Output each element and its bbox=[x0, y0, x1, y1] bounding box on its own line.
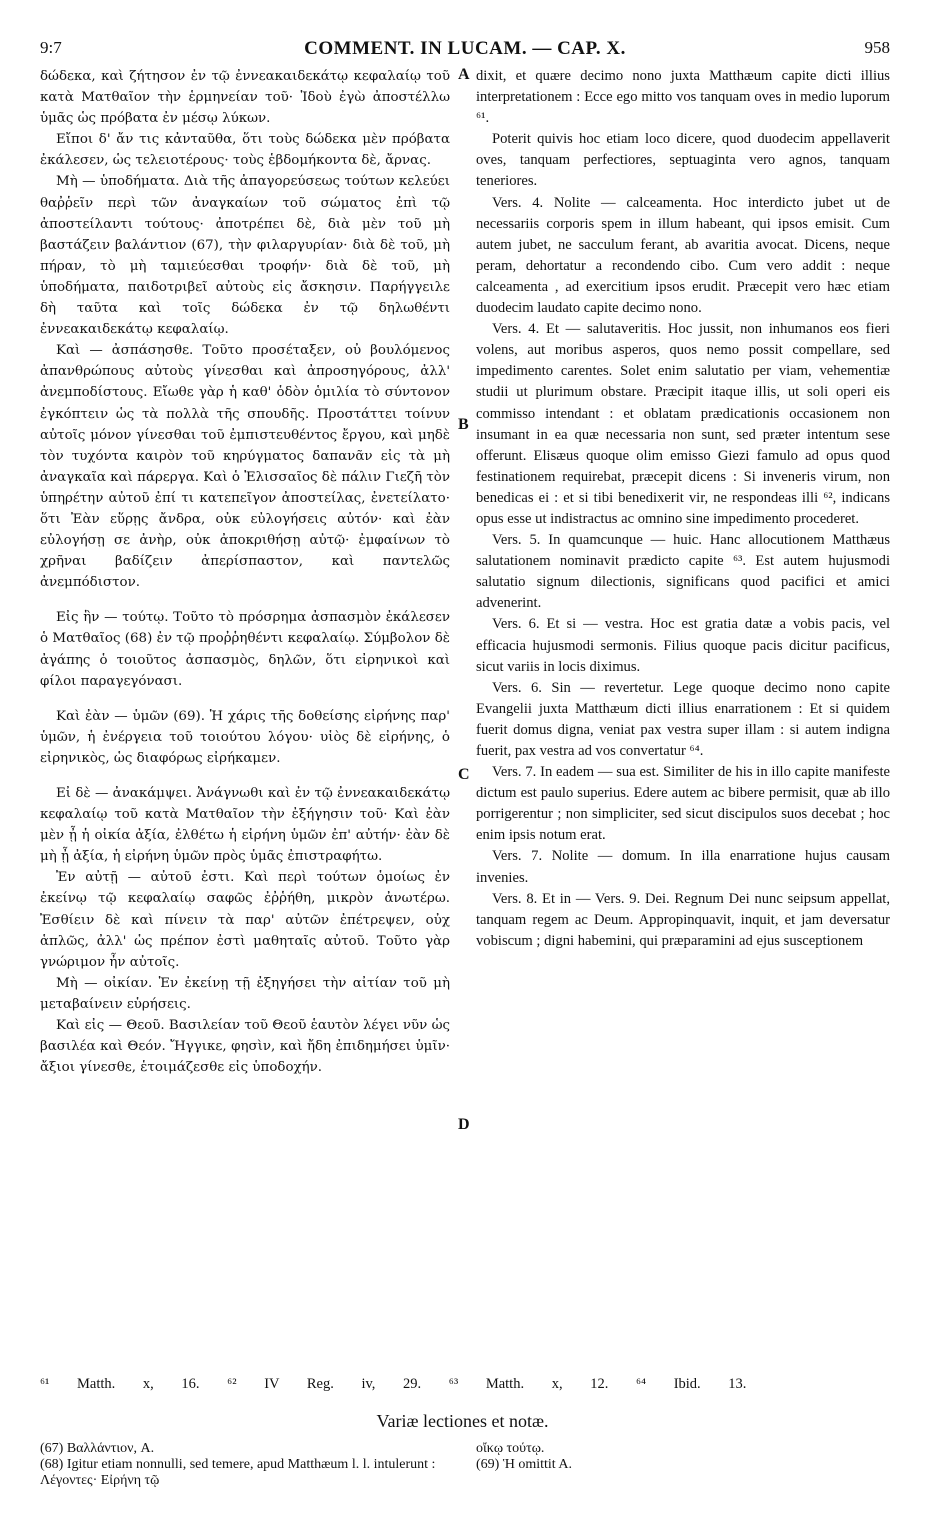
variae-lectiones-heading: Variæ lectiones et notæ. bbox=[376, 1411, 549, 1431]
variant-note: οἴκῳ τούτῳ. bbox=[476, 1441, 545, 1456]
section-marker-c: C bbox=[458, 766, 470, 783]
variant-note: (69) Ἡ omittit A. bbox=[476, 1457, 573, 1472]
greek-paragraph: Καὶ — ἀσπάσησθε. Τοῦτο προσέταξεν, οὐ βουλόμενος ἀπανθρώπους αὐτοὺς γίνεσθαι καὶ ἀπροσηγόρους, ἀλλ' ἀνεμποδίστους. Εἴωθε γὰρ ἡ καθ' ὁδὸν ὁμιλία τὸ σύντονον ἐγκόπτειν ὡς τὰ πολλὰ τῆς σπουδῆς. Προστάττει τοίνυν αὐτοῖς μόνον γίνεσθαι τοῦ ἐμπιστευθέντος ἔργου, καὶ μηδὲ τὸν τυχόντα καιρὸν τοῦ κηρύγματος δαπανᾶν εἰς τὰ μὴ ἀναγκαῖα καὶ πάρεργα. Καὶ ὁ Ἐλισσαῖος δὲ πάλιν Γιεζῆ τὸν ὑπηρέτην αὐτοῦ ἐπί τι κατεπεῖγον ἀποστείλας, ἐνετείλατο· ὅτι Ἐὰν εὕρῃς ἄνδρα, οὐκ εὐλογήσεις αὐτόν· καὶ ἐὰν εὐλογήσῃ σε ἀνὴρ, οὐκ ἀποκριθήσῃ αὐτῷ· ἐμφαίνων τὸ χρῆναι βαδίζειν ἀπερίσπαστον, καὶ παντελῶς ἀνεμπόδιστον. bbox=[40, 343, 450, 591]
latin-paragraph: Vers. 7. In eadem — sua est. Similiter de his in illo capite manifeste dictum est paulo superius. Edere autem ac bibere permisit, quæ ab illo porrigerentur ; non simpliciter, sed sicut discipulos suos decebat ; hoc enim ipsis notum erat. bbox=[476, 764, 890, 844]
greek-column bbox=[40, 66, 450, 1078]
latin-paragraph: dixit, et quære decimo nono juxta Matthæum capite dicti illius interpretationem : Ecce ego mitto vos tanquam oves in medio luporum ⁶¹. bbox=[476, 68, 890, 127]
greek-paragraph: Εἴποι δ' ἄν τις κἀνταῦθα, ὅτι τοὺς δώδεκα μὲν πρόβατα ἐκάλεσεν, ὡς τελειοτέρους· τοὺς ἑβδομήκοντα δὲ, ἄρνας. bbox=[40, 132, 450, 169]
greek-paragraph: Ἐν αὐτῇ — αὐτοῦ ἐστι. Καὶ περὶ τούτων ὁμοίως ἐν ἐκείνῳ τῷ κεφαλαίῳ σαφῶς ἐῤῥήθη, μικρὸν ἀνωτέρω. Ἐσθίειν δὲ καὶ πίνειν τὰ παρ' αὐτῶν ἐπέτρεψεν, οὐχ ἁπλῶς, ἀλλ' ὡς πρέπον ἐστὶ μαθηταῖς αὐτοῦ. Τοῦτο γὰρ γνώριμον ἦν αὐτοῖς. bbox=[40, 870, 450, 970]
latin-paragraph: Poterit quivis hoc etiam loco dicere, quod duodecim appellaverit oves, tanquam perfectiores, septuaginta vero agnos, tanquam teneriores. bbox=[476, 131, 890, 190]
latin-column bbox=[476, 66, 890, 952]
section-marker-a: A bbox=[458, 66, 470, 83]
section-marker-d: D bbox=[458, 1116, 470, 1133]
variant-note: (68) Igitur etiam nonnulli, sed temere, apud Matthæum l. l. intulerunt : Λέγοντες· Εἰρήνη τῷ bbox=[40, 1457, 436, 1488]
page-number-left: 9:7 bbox=[40, 38, 62, 57]
greek-paragraph: Μὴ — ὑποδήματα. Διὰ τῆς ἀπαγορεύσεως τούτων κελεύει θαῤῥεῖν περὶ τῶν ἀναγκαίων τοῦ σώματος ἐπὶ τῷ ἀποστείλαντι τούτους· ἀποτρέπει δὲ, διὰ μὲν τοῦ μὴ βαστάζειν βαλάντιον (67), τὴν φιλαργυρίαν· διὰ δὲ τοῦ, μὴ πήραν, τὸ μὴ ταμιεύεσθαι τροφήν· διὰ δὲ τοῦ, μὴ ὑποδήματα, παιδοτριβεῖ αὐτοὺς εἰς ἄσκησιν. Παρήγγειλε δὴ ταῦτα καὶ τοῖς δώδεκα ἐν τῷ δηλωθέντι ἐννεακαιδεκάτῳ κεφαλαίῳ. bbox=[40, 174, 450, 338]
greek-paragraph: Μὴ — οἰκίαν. Ἐν ἐκείνῃ τῇ ἐξηγήσει τὴν αἰτίαν τοῦ μὴ μεταβαίνειν εὑρήσεις. bbox=[40, 975, 450, 1012]
page-number-right: 958 bbox=[864, 38, 890, 57]
latin-paragraph: Vers. 4. Nolite — calceamenta. Hoc interdicto jubet ut de necessariis corporis spem in illum habeant, qui ipsos emisit. Cum autem jubet, ne sacculum ferant, ab avaritia avocat. Dicens, neque peram, dehortatur a recondendo cibo. Cum vero addit : neque calceamenta , ad exercitium ipsos erudit. Præcepit vero hæc etiam duodecim laudato capite decimo nono. bbox=[476, 194, 890, 317]
latin-paragraph: Vers. 5. In quamcunque — huic. Hanc allocutionem Matthæus salutationem nominavit prædicto capite ⁶³. Est autem hujusmodi salutatio signum dilectionis, significans quod pacifici et amici advenerint. bbox=[476, 532, 890, 612]
variant-note: (67) Βαλλάντιον, A. bbox=[40, 1441, 155, 1456]
greek-paragraph: Καὶ εἰς — Θεοῦ. Βασιλείαν τοῦ Θεοῦ ἑαυτὸν λέγει νῦν ὡς βασιλέα καὶ Θεόν. Ἤγγικε, φησὶν, καὶ ἤδη ἐπιδημήσει ὑμῖν· ἄξιοι γίνεσθε, ἑτοιμάζεσθε εἰς ὑποδοχήν. bbox=[40, 1018, 450, 1076]
running-title: COMMENT. IN LUCAM. — CAP. X. bbox=[304, 38, 626, 59]
latin-paragraph: Vers. 4. Et — salutaveritis. Hoc jussit, non inhumanos eos fieri volens, aut moribus asperos, quos nemo possit compellare, sed impedimento carentes. Solet enim salutatio per viam, vehementiæ studii ut plurimum obstare. Præcipit itaque illis, ut soli operi eis commisso intendant : et oblatam prædicationis occasionem non insumant in ea quæ necessaria non sunt, sed præter intentum sese offerunt. Elisæus quoque olim emisso Giezi famulo ad opus quod festinationem requirebat, præcepit dicens : Si inveneris virum, non benedicas ei : et si tibi benedixerit vir, ne respondeas illi ⁶², indicans opus esse ut indistractus ac omnino sine impedimento procederet. bbox=[476, 321, 890, 527]
section-marker-b: B bbox=[458, 416, 469, 433]
greek-paragraph: δώδεκα, καὶ ζήτησον ἐν τῷ ἐννεακαιδεκάτῳ κεφαλαίῳ τοῦ κατὰ Ματθαῖον τὴν ἑρμηνείαν τοῦ· Ἰδοὺ ἐγὼ ἀποστέλλω ὑμᾶς ὡς πρόβατα ἐν μέσῳ λύκων. bbox=[40, 69, 450, 127]
latin-paragraph: Vers. 6. Sin — revertetur. Lege quoque decimo nono capite Evangelii juxta Matthæum dicti illius enarrationem : Et si quidem fuerit domus digna, veniat pax vestra super illam : si autem indigna fuerit, pax vestra ad vos convertatur ⁶⁴. bbox=[476, 679, 890, 759]
footnotes: ⁶¹ Matth. x, 16. ⁶² IV Reg. iv, 29. ⁶³ Matth. x, 12. ⁶⁴ Ibid. 13. bbox=[40, 1376, 747, 1392]
latin-paragraph: Vers. 6. Et si — vestra. Hoc est gratia datæ a vobis pacis, vel efficacia hujusmodi sermonis. Filius quoque pacis dicitur pacificus, sicut variis in locis diximus. bbox=[476, 616, 890, 675]
latin-paragraph: Vers. 7. Nolite — domum. In illa enarratione hujus causam invenies. bbox=[476, 848, 890, 886]
latin-paragraph: Vers. 8. Et in — Vers. 9. Dei. Regnum Dei nunc seipsum appellat, tanquam regem ac Deum. Appropinquavit, inquit, et jam deversatur vobiscum ; digni habemini, qui præparamini ad ejus susceptionem bbox=[476, 890, 890, 949]
greek-paragraph: Καὶ ἐὰν — ὑμῶν (69). Ἡ χάρις τῆς δοθείσης εἰρήνης παρ' ὑμῶν, ἡ ἐνέργεια τοῦ τοιούτου λόγου· υἱὸς δὲ εἰρήνης, ὁ εἰρηνικὸς, ὡς διαφόρως εἰρήκαμεν. bbox=[40, 708, 450, 766]
variae-right-column bbox=[476, 1441, 776, 1473]
greek-paragraph: Εἰς ἣν — τούτῳ. Τοῦτο τὸ πρόσρημα ἀσπασμὸν ἐκάλεσεν ὁ Ματθαῖος (68) ἐν τῷ προῤῥηθέντι κεφαλαίῳ. Σύμβολον δὲ ἀγάπης ὁ τοιοῦτος ἀσπασμὸς, δηλῶν, ὅτι εἰρηνικοὶ καὶ φίλοι παραγεγόνασι. bbox=[40, 610, 450, 689]
running-header bbox=[40, 38, 890, 64]
variae-left-column bbox=[40, 1441, 445, 1489]
greek-paragraph: Εἰ δὲ — ἀνακάμψει. Ἀνάγνωθι καὶ ἐν τῷ ἐννεακαιδεκάτῳ κεφαλαίῳ τοῦ κατὰ Ματθαῖον τὴν ἐξήγησιν τοῦ· Καὶ ἐὰν μὲν ᾖ ἡ οἰκία ἀξία, ἐλθέτω ἡ εἰρήνη ὑμῶν ἐπ' αὐτήν· ἐὰν δὲ μὴ ᾖ ἀξία, ἡ εἰρήνη ὑμῶν πρὸς ὑμᾶς ἐπιστραφήτω. bbox=[40, 786, 450, 865]
